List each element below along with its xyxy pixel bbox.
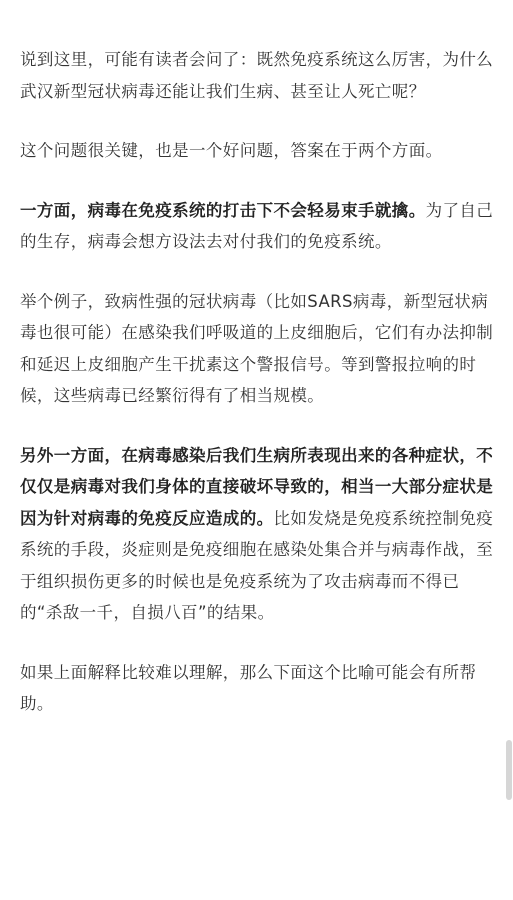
paragraph-2: [20, 135, 498, 167]
paragraph-3-text: 为了自己的生存，病毒会想方设法去对付我们的免疫系统。: [20, 200, 494, 251]
paragraph-6-text: 如果上面解释比较难以理解，那么下面这个比喻可能会有所帮助。: [20, 662, 477, 713]
paragraph-1-text: 说到这里，可能有读者会问了：既然免疫系统这么厉害，为什么武汉新型冠状病毒还能让我们生病、甚至让人死亡呢？: [20, 50, 494, 101]
article-body: [20, 44, 498, 748]
scrollbar[interactable]: [505, 0, 513, 900]
paragraph-4-text: 举个例子，致病性强的冠状病毒（比如SARS病毒，新型冠状病毒也很可能）在感染我们呼吸道的上皮细胞后，它们有办法抑制和延迟上皮细胞产生干扰素这个警报信号。等到警报拉响的时候，这些病毒已经繁衍得有了相当规模。: [20, 291, 494, 405]
paragraph-4: [20, 286, 498, 412]
paragraph-3: [20, 195, 498, 258]
paragraph-5-bold: 另外一方面，在病毒感染后我们生病所表现出来的各种症状，不仅仅是病毒对我们身体的直接破坏导致的，相当一大部分症状是因为针对病毒的免疫反应造成的。: [20, 445, 494, 528]
paragraph-2-text: 这个问题很关键，也是一个好问题，答案在于两个方面。: [20, 141, 443, 160]
paragraph-5: [20, 440, 498, 629]
scrollbar-thumb[interactable]: [506, 740, 512, 800]
paragraph-3-bold: 一方面，病毒在免疫系统的打击下不会轻易束手就擒。: [20, 200, 426, 220]
paragraph-5-text: 比如发烧是免疫系统控制免疫系统的手段，炎症则是免疫细胞在感染处集合并与病毒作战，至于组织损伤更多的时候也是免疫系统为了攻击病毒而不得已的“杀敌一千，自损八百”的结果。: [20, 508, 494, 622]
paragraph-6: [20, 657, 498, 720]
paragraph-1: [20, 44, 498, 107]
